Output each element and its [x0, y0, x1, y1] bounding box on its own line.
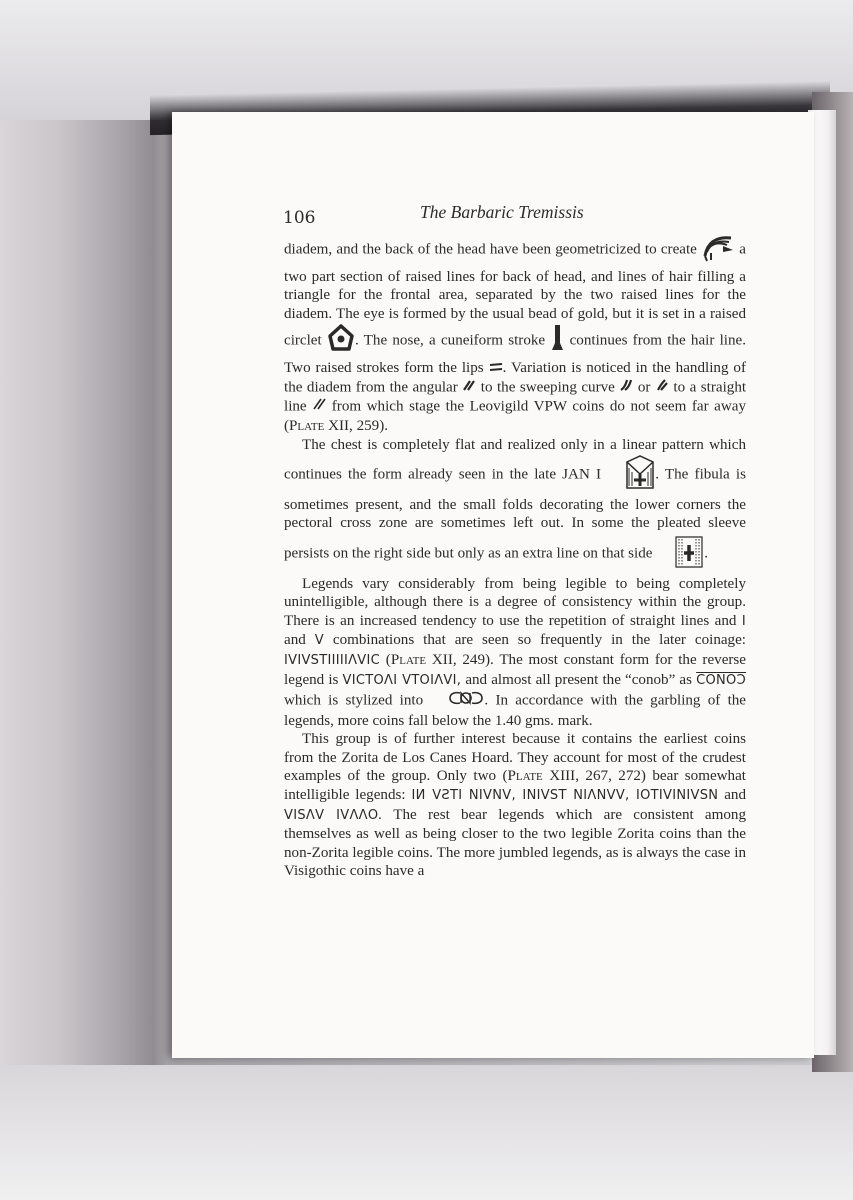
- text-run: XIII, 267, 272) bear somewhat intelligible legends:: [284, 768, 746, 804]
- text-run: a two part section of raised lines for back of head, and lines of hair filling a triangle for the frontal area, separated by the two raised lines for the diadem. The eye is formed by the usual bead of gold, but it is set in a raised circlet: [284, 241, 746, 349]
- nose-stroke-icon: [550, 323, 564, 359]
- curve-stroke-icon: [655, 378, 669, 398]
- legend-text: IVIVSTIIIIIΛVIC: [284, 652, 381, 668]
- page-number: 106: [283, 208, 316, 228]
- scan-background-bottom: [0, 1065, 853, 1200]
- text-run: This group is of further interest because it contains the earliest coins from the Zorita de Los Canes Hoard. They account for most of the crudest examples of the group. Only two (: [284, 731, 746, 785]
- body-text: [284, 232, 746, 881]
- text-run: or: [637, 379, 651, 396]
- text-run: to a straight line: [284, 379, 747, 415]
- text-run: combinations that are seen so frequently in the later coinage:: [332, 632, 746, 649]
- hair-glyph-icon: [701, 232, 735, 268]
- running-title: The Barbaric Tremissis: [420, 202, 584, 222]
- conob-stylized-icon: [430, 690, 484, 712]
- plate-label: Plate: [507, 768, 543, 785]
- paragraph-4: [284, 730, 746, 881]
- text-run: and: [284, 632, 306, 649]
- legend-text: V: [314, 633, 324, 649]
- text-run: continues from the hair line. Two raised strokes form the lips: [284, 332, 747, 376]
- text-run: The rest bear legends which are consistent among themselves as well as being closer to the two legible Zorita coins than the non-Zorita legible coins. The more jumbled legends, as is always the case in Visigothic coins have a: [284, 806, 746, 880]
- curve-stroke-icon: [619, 378, 633, 398]
- legend-text: CONOϽ: [696, 672, 747, 688]
- text-run: .: [704, 545, 709, 562]
- plate-label: Plate: [289, 417, 325, 434]
- chest-pattern-icon: [607, 454, 655, 496]
- sleeve-pattern-icon: [656, 533, 704, 575]
- legend-text: VISΛV IVΛΛO.: [284, 807, 383, 823]
- lips-strokes-icon: [489, 359, 503, 378]
- text-run: . The nose, a cuneiform stroke: [354, 332, 546, 349]
- text-run: from which stage the Leovigild VPW coins do not seem far away (: [284, 398, 747, 434]
- text-run: and: [724, 787, 747, 804]
- plate-label: Plate: [390, 651, 427, 668]
- text-run: . In accordance with the garbling of the legends, more coins fall below the 1.40 gms. mark.: [284, 692, 747, 729]
- text-run: XII, 259).: [328, 417, 389, 434]
- text-run: (: [385, 651, 391, 668]
- page-header: [283, 202, 743, 232]
- eye-circlet-icon: [327, 324, 355, 358]
- text-run: . Variation is noticed in the handling of the diadem from the angular: [284, 359, 746, 396]
- curve-stroke-icon: [462, 378, 476, 398]
- paragraph-2: [284, 436, 746, 575]
- text-run: which is stylized into: [284, 692, 424, 709]
- text-run: diadem, and the back of the head have been geometricized to create: [284, 241, 697, 258]
- paragraph-1: [284, 232, 746, 436]
- text-run: . The fibula is sometimes present, and the small folds decorating the lower corners the pectoral cross zone are sometimes left out. In some the pleated sleeve persists on the right side but only as an extra line on that side: [284, 466, 746, 562]
- legend-text: I: [741, 613, 746, 629]
- text-run: XII, 249). The most constant form for the reverse legend is: [284, 651, 747, 688]
- paragraph-3: [284, 575, 746, 731]
- legend-text: IИ VƧTI NIVNV, INIVST NIΛNVV, IOTIVINIVSN: [411, 788, 719, 804]
- text-run: and almost all present the “conob” as: [465, 671, 692, 688]
- straight-stroke-icon: [312, 397, 326, 417]
- text-run: The chest is completely flat and realized only in a linear pattern which continues the form already seen in the late JAN I: [284, 436, 746, 483]
- text-run: Legends vary considerably from being legible to being completely unintelligible, although there is a degree of consistency within the group. There is an increased tendency to use the repetition of straight lines and: [284, 575, 746, 629]
- legend-text: VICTOΛI VTOIΛVI,: [342, 672, 462, 688]
- text-run: to the sweeping curve: [480, 379, 615, 396]
